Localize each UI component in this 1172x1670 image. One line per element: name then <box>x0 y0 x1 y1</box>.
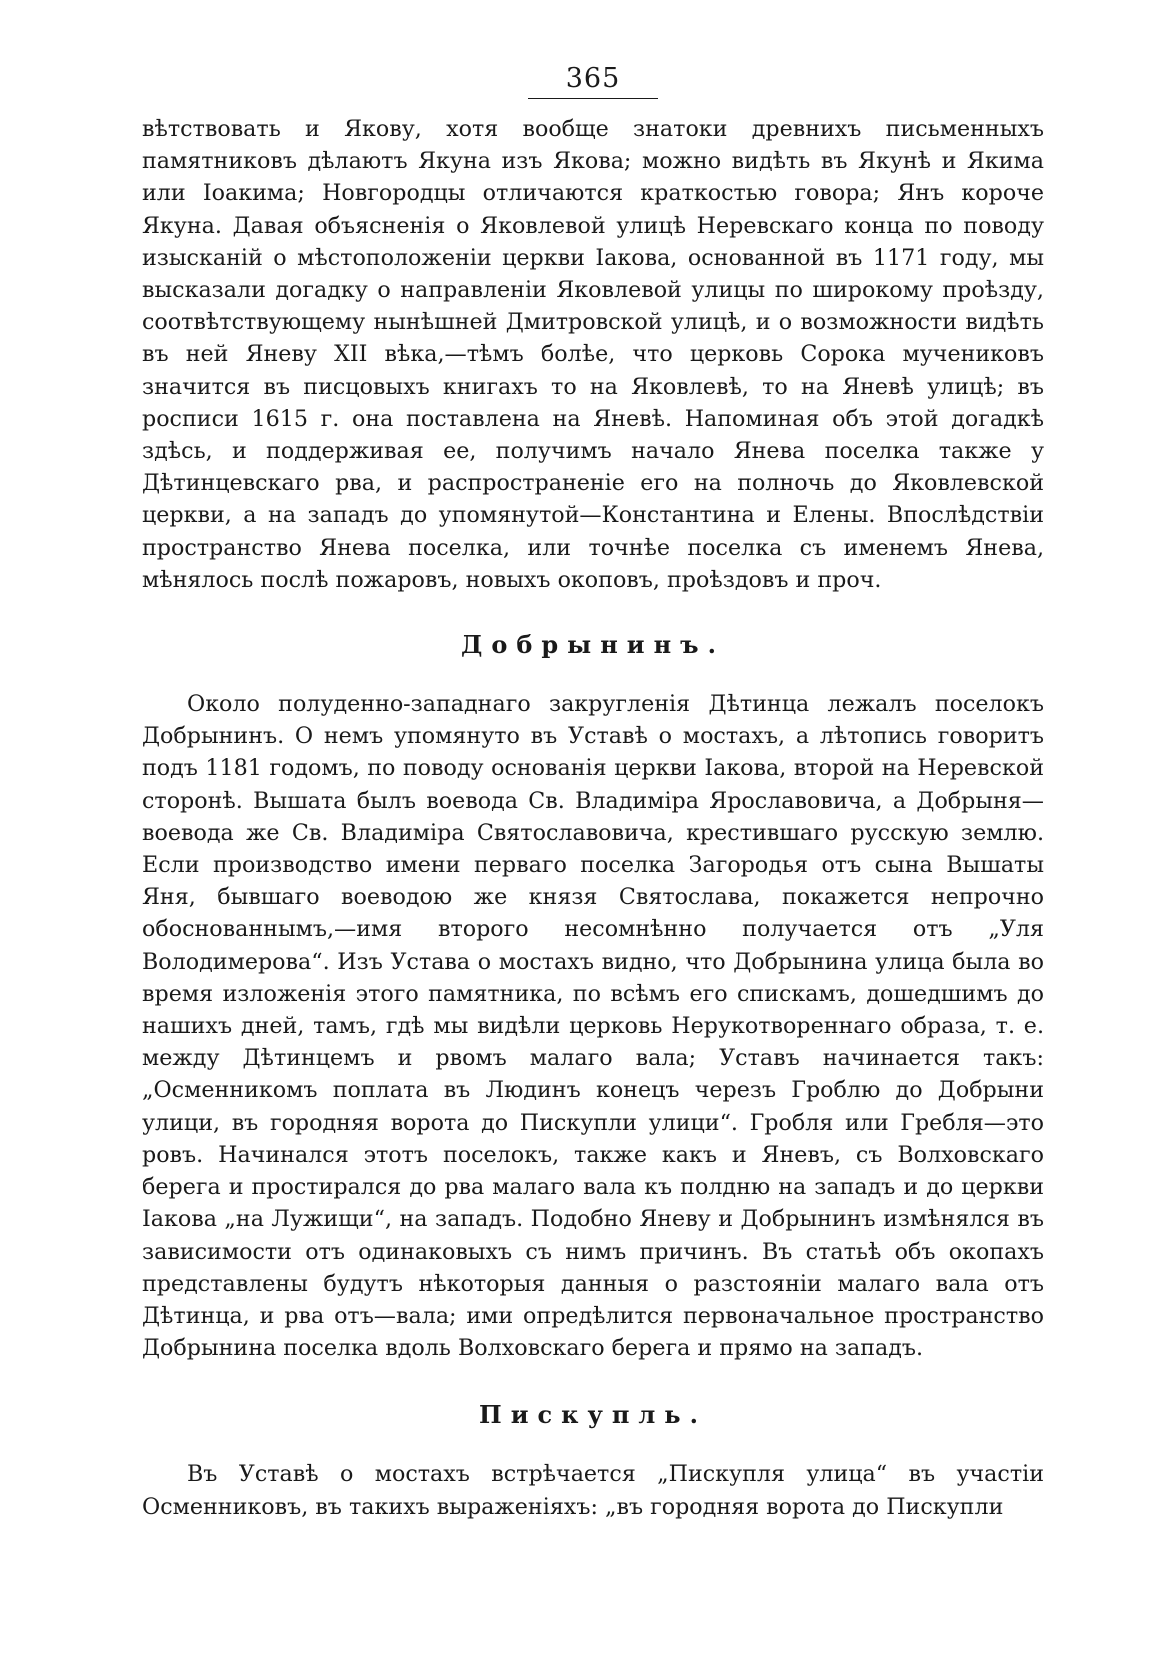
spacer <box>142 1432 1044 1458</box>
paragraph-dobrynin: Около полуденно-западнаго закругленія Дѣтинца лежалъ поселокъ Добрынинъ. О немъ упомянуто въ Уставѣ о мостахъ, а лѣтопись говоритъ подъ 1181 годомъ, по поводу основанія церкви Іакова, второй на Неревской сторонѣ. Вышата былъ воевода Св. Владиміра Ярославовича, а Добрыня—воевода же Св. Владиміра Святославовича, крестившаго русскую землю. Если производство имени перваго поселка Загородья отъ сына Вышаты Яня, бывшаго воеводою же князя Святослава, покажется непрочно обоснованнымъ,—имя второго несомнѣнно получается отъ „Уля Володимерова“. Изъ Устава о мостахъ видно, что Добрынина улица была во время изложенія этого памятника, по всѣмъ его спискамъ, дошедшимъ до нашихъ дней, тамъ, гдѣ мы видѣли церковь Нерукотвореннаго образа, т. е. между Дѣтинцемъ и рвомъ малаго вала; Уставъ начинается такъ: „Осменникомъ поплата въ Людинъ конецъ черезъ Гроблю до Добрыни улици, въ городняя ворота до Пискупли улици“. Гробля или Гребля—это ровъ. Начинался этотъ поселокъ, также какъ и Яневъ, съ Волховскаго берега и простирался до рва малаго вала къ полдню на западъ и до церкви Іакова „на Лужищи“, на западъ. Подобно Яневу и Добрынинъ измѣнялся въ зависимости отъ одинаковыхъ съ нимъ причинъ. Въ статьѣ объ окопахъ представлены будутъ нѣкоторыя данныя о разстояніи малаго вала отъ Дѣтинца, и рва отъ—вала; ими опредѣлится первоначальное пространство Добрынина поселка вдоль Волховскаго берега и прямо на западъ. <box>142 691 1044 1362</box>
page-number: 365 <box>565 63 621 94</box>
page-number-rule <box>528 98 658 99</box>
paragraph-piskupl: Въ Уставѣ о мостахъ встрѣчается „Пискупля улица“ въ участіи Осменниковъ, въ такихъ выраженіяхъ: „въ городняя ворота до Пискупли <box>142 1461 1044 1520</box>
spacer <box>142 662 1044 688</box>
spacer <box>142 1364 1044 1398</box>
section-heading-dobrynin: Добрынинъ. <box>461 630 725 660</box>
spacer <box>142 596 1044 628</box>
paragraph-continuation: вѣтствовать и Якову, хотя вообще знатоки древнихъ письменныхъ памятниковъ дѣлаютъ Якуна изъ Якова; можно видѣть въ Якунѣ и Якима или Іоакима; Новгородцы отличаются краткостью говора; Янъ короче Якуна. Давая объясненія о Яковлевой улицѣ Неревскаго конца по поводу изысканій о мѣстоположеніи церкви Іакова, основанной въ 1171 году, мы высказали догадку о направленіи Яковлевой улицы по широкому проѣзду, соотвѣтствующему нынѣшней Дмитровской улицѣ, и о возможности видѣть въ ней Яневу XII вѣка,—тѣмъ болѣе, что церковь Сорока мучениковъ значится въ писцовыхъ книгахъ то на Яковлевѣ, то на Яневѣ улицѣ; въ росписи 1615 г. она поставлена на Яневѣ. Напоминая объ этой догадкѣ здѣсь, и поддерживая ее, получимъ начало Янева поселка также у Дѣтинцевскаго рва, и распространеніе его на полночь до Яковлевской церкви, а на западъ до упомянутой—Константина и Елены. Впослѣдствіи пространство Янева поселка, или точнѣе поселка съ именемъ Янева, мѣнялось послѣ пожаровъ, новыхъ окоповъ, проѣздовъ и проч. <box>142 116 1044 593</box>
section-heading-piskupl: Пискупль. <box>479 1400 707 1430</box>
